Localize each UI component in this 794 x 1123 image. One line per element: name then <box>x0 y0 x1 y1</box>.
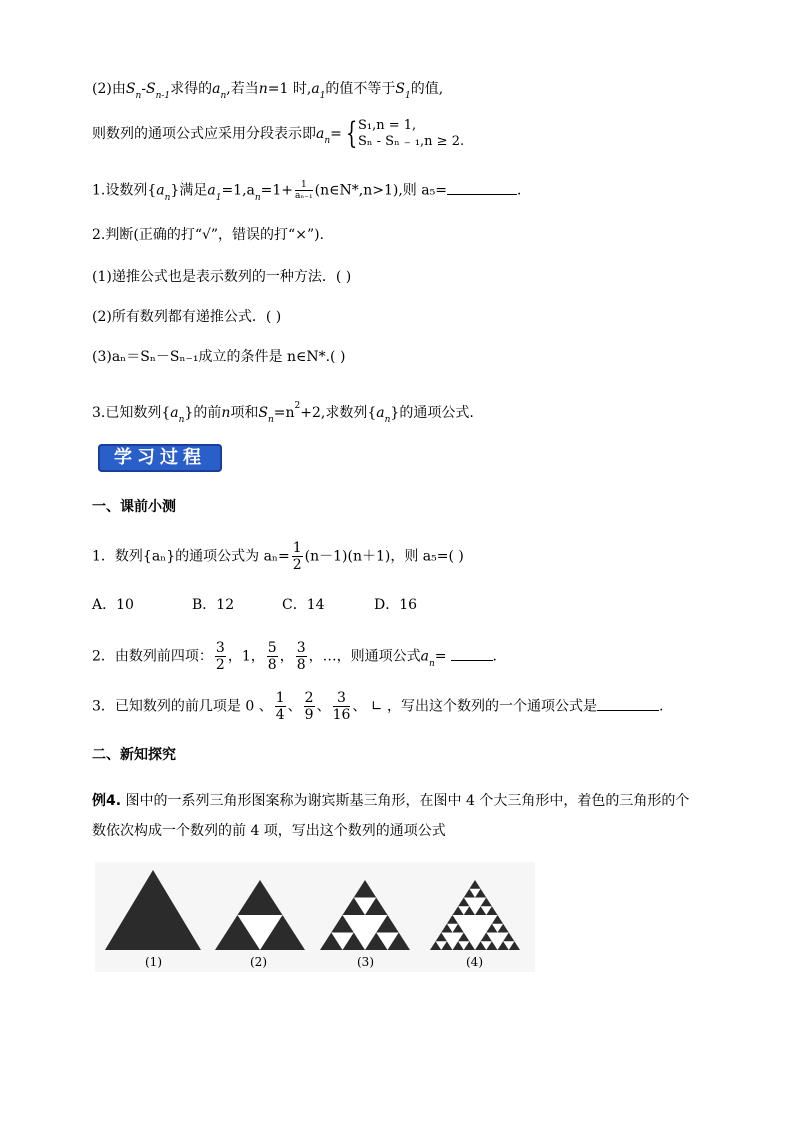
subscript: 1 <box>319 91 326 101</box>
pre-question-2-2: (2)所有数列都有递推公式．( ) <box>92 309 282 325</box>
piecewise-cases <box>358 118 464 150</box>
subscript: n <box>428 658 435 669</box>
pre-question-2-title: 2.判断(正确的打“√”，错误的打“×”). <box>92 227 325 243</box>
case-2: Sₙ - Sₙ ₋ ₁,n ≥ 2. <box>357 134 465 149</box>
text: = <box>330 126 342 142</box>
subscript: n-1 <box>155 91 171 101</box>
denominator: 8 <box>296 657 306 673</box>
text: 求得的 <box>170 81 213 97</box>
superscript: 2 <box>294 401 301 411</box>
text: (n－1)(n＋1)，则 a₅=( ) <box>304 548 464 565</box>
text: ，1， <box>227 648 265 665</box>
numerator: 1 <box>275 690 285 706</box>
section-1-question-3 <box>92 690 663 723</box>
symbol-s: S <box>125 81 136 97</box>
text: 、 <box>287 698 302 715</box>
text: ,若当 <box>226 81 259 97</box>
denominator: aₙ₋₁ <box>295 191 313 201</box>
answer-blank[interactable] <box>451 648 493 661</box>
text: =1,a <box>221 182 255 199</box>
text: =1+ <box>260 182 294 199</box>
numerator: 5 <box>267 640 277 656</box>
symbol-s: -S <box>141 81 156 97</box>
symbol-n: n <box>221 405 231 421</box>
symbol-s: S <box>258 405 268 421</box>
denominator: 4 <box>275 707 285 723</box>
fraction <box>333 690 351 723</box>
pre-question-2-3: (3)aₙ＝Sₙ－Sₙ₋₁成立的条件是 n∈N*.( ) <box>92 349 346 365</box>
example-4-line-2: 数依次构成一个数列的前 4 项，写出这个数列的通项公式 <box>92 823 446 839</box>
section-badge: 学习过程 <box>98 444 222 472</box>
subscript: n <box>164 192 171 203</box>
text: 的值, <box>410 81 444 97</box>
pre-question-1 <box>92 180 521 202</box>
numerator: 2 <box>304 690 314 706</box>
triangle-stage-2 <box>215 880 305 950</box>
symbol-a: a <box>207 182 216 199</box>
denominator: 9 <box>304 707 314 723</box>
subscript: 1 <box>215 192 222 203</box>
fraction <box>295 180 313 201</box>
section-2-title: 二、新知探究 <box>92 747 176 763</box>
section-1-title: 一、课前小测 <box>92 499 176 515</box>
text: 、 <box>316 698 331 715</box>
text: (n∈N*,n>1),则 a₅= <box>314 182 447 199</box>
fraction <box>304 690 315 723</box>
section-1-question-1 <box>92 540 464 573</box>
denominator: 2 <box>292 557 302 573</box>
text: ，…，则通项公式 <box>308 648 421 665</box>
text: }的前 <box>184 405 222 421</box>
numerator: 3 <box>296 640 306 656</box>
symbol-a: a <box>212 81 221 97</box>
text: 2．由数列前四项： <box>92 648 213 665</box>
caption-1: (1) <box>145 955 162 969</box>
pre-question-3 <box>92 401 474 425</box>
triangle-stage-1 <box>105 870 201 950</box>
subscript: n <box>267 415 274 425</box>
caption-2: (2) <box>250 955 267 969</box>
text: 3．已知数列的前几项是 0 、 <box>92 698 273 715</box>
caption-3: (3) <box>357 955 374 969</box>
fraction <box>215 640 226 673</box>
text: = <box>434 648 447 665</box>
denominator: 16 <box>332 707 351 723</box>
caption-4: (4) <box>466 955 483 969</box>
option-a[interactable]: A．10 <box>92 597 134 613</box>
text: =1 时, <box>267 81 312 97</box>
intro-line-3 <box>92 118 464 150</box>
fraction <box>267 640 278 673</box>
denominator: 8 <box>267 657 277 673</box>
subscript: n <box>254 192 261 203</box>
fraction <box>275 690 286 723</box>
intro-line-2 <box>92 80 443 100</box>
example-label: 例4. <box>92 793 122 809</box>
numerator: 1 <box>295 180 313 191</box>
text: 、 ∟ ，写出这个数列的一个通项公式是 <box>352 698 598 715</box>
answer-blank[interactable] <box>447 182 517 195</box>
case-1: S₁,n = 1, <box>357 118 417 133</box>
option-d[interactable]: D．16 <box>374 597 418 613</box>
text: . <box>516 182 522 199</box>
denominator: 2 <box>215 657 225 673</box>
text: 图中的一系列三角形图案称为谢宾斯基三角形，在图中 4 个大三角形中，着色的三角形的个 <box>121 793 690 809</box>
example-4-line-1 <box>92 792 689 810</box>
subscript: n <box>384 415 391 425</box>
text: }满足 <box>170 182 208 199</box>
numerator: 3 <box>215 640 225 656</box>
text: }的通项公式. <box>390 405 474 421</box>
fraction <box>292 540 303 573</box>
symbol-n: n <box>258 81 268 97</box>
text: (2)由 <box>92 81 126 97</box>
text: . <box>659 698 664 715</box>
subscript: n <box>178 415 185 425</box>
text: 项和 <box>230 405 259 421</box>
left-brace: { <box>345 116 358 151</box>
text: 则数列的通项公式应采用分段表示即 <box>92 126 316 142</box>
triangle-stage-3 <box>320 880 410 950</box>
symbol-a: a <box>311 81 320 97</box>
text: . <box>492 648 497 665</box>
text: 1．数列{aₙ}的通项公式为 aₙ= <box>92 548 290 565</box>
symbol-a: a <box>170 405 179 421</box>
text: +2,求数列{ <box>300 405 377 421</box>
triangle-stage-4 <box>430 880 520 950</box>
subscript: n <box>324 136 331 146</box>
text: 的值不等于 <box>325 81 396 97</box>
text: 3.已知数列{ <box>92 405 171 421</box>
symbol-a: a <box>420 648 429 665</box>
numerator: 1 <box>292 540 302 556</box>
text: ， <box>279 648 294 665</box>
subscript: n <box>220 91 227 101</box>
section-1-question-2 <box>92 640 497 673</box>
pre-question-2-1: (1)递推公式也是表示数列的一种方法．( ) <box>92 269 352 285</box>
subscript: n <box>135 91 142 101</box>
symbol-a: a <box>156 182 165 199</box>
symbol-s: S <box>395 81 406 97</box>
answer-blank[interactable] <box>597 698 659 711</box>
symbol-a: a <box>316 126 325 142</box>
symbol-a: a <box>376 405 385 421</box>
numerator: 3 <box>333 690 351 707</box>
option-b[interactable]: B．12 <box>192 597 235 613</box>
fraction <box>296 640 307 673</box>
text: 1.设数列{ <box>92 182 157 199</box>
text: =n <box>273 405 295 421</box>
subscript: 1 <box>405 91 411 101</box>
option-c[interactable]: C．14 <box>282 597 325 613</box>
